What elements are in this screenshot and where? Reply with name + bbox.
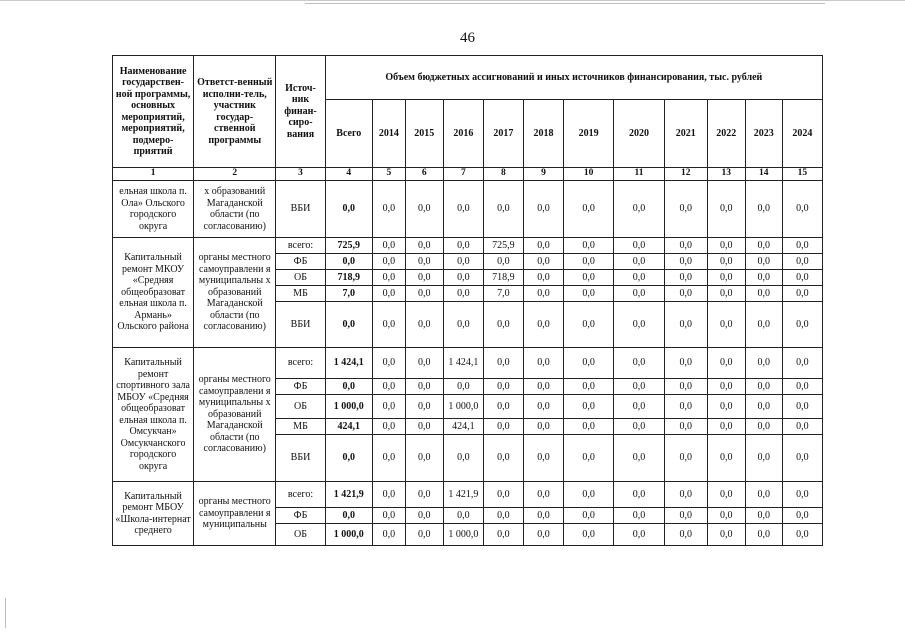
total-cell: 424,1 (325, 419, 372, 435)
year-value-cell: 0,0 (523, 482, 563, 508)
year-value-cell: 0,0 (664, 524, 707, 546)
year-value-cell: 0,0 (707, 482, 745, 508)
year-value-cell: 0,0 (405, 270, 443, 286)
year-value-cell: 0,0 (372, 379, 405, 395)
column-number: 4 (325, 168, 372, 181)
source-cell: МБ (276, 286, 325, 302)
year-value-cell: 0,0 (707, 254, 745, 270)
page-number-wrap (0, 30, 905, 47)
year-value-cell: 0,0 (614, 482, 664, 508)
table-row (113, 348, 823, 379)
source-cell: ВБИ (276, 302, 325, 348)
year-value-cell: 0,0 (563, 254, 613, 270)
year-value-cell: 0,0 (563, 435, 613, 482)
year-value-cell: 0,0 (782, 270, 822, 286)
year-value-cell: 0,0 (405, 435, 443, 482)
year-value-cell: 0,0 (614, 395, 664, 419)
year-value-cell: 0,0 (372, 238, 405, 254)
year-value-cell: 0,0 (745, 482, 782, 508)
source-cell: ФБ (276, 508, 325, 524)
header-source: Источ-ник финан-сиро-вания (276, 56, 325, 168)
year-value-cell: 0,0 (523, 435, 563, 482)
year-value-cell: 0,0 (707, 508, 745, 524)
year-value-cell: 0,0 (707, 419, 745, 435)
total-cell: 718,9 (325, 270, 372, 286)
year-value-cell: 0,0 (372, 270, 405, 286)
year-value-cell: 0,0 (614, 348, 664, 379)
responsible-cell: х образований Магаданской области (по согласованию) (194, 181, 276, 238)
year-value-cell: 0,0 (523, 419, 563, 435)
year-value-cell: 0,0 (782, 181, 822, 238)
column-number: 3 (276, 168, 325, 181)
year-value-cell: 0,0 (405, 379, 443, 395)
header-year: 2021 (664, 100, 707, 168)
header-year: 2016 (443, 100, 483, 168)
year-value-cell: 0,0 (707, 286, 745, 302)
year-value-cell: 0,0 (372, 419, 405, 435)
year-value-cell: 0,0 (614, 286, 664, 302)
margin-mark (5, 598, 6, 628)
year-value-cell: 0,0 (372, 302, 405, 348)
header-year: 2019 (563, 100, 613, 168)
year-value-cell: 0,0 (405, 419, 443, 435)
responsible-cell: органы местного самоуправлени я муниципальны х образований Магаданской области (по согласованию) (194, 348, 276, 482)
year-value-cell: 0,0 (483, 419, 523, 435)
total-cell: 0,0 (325, 302, 372, 348)
year-value-cell: 0,0 (523, 348, 563, 379)
total-cell: 1 424,1 (325, 348, 372, 379)
table-row (113, 181, 823, 238)
year-value-cell: 0,0 (614, 419, 664, 435)
total-cell: 1 421,9 (325, 482, 372, 508)
year-value-cell: 0,0 (664, 270, 707, 286)
year-value-cell: 0,0 (664, 419, 707, 435)
total-cell: 0,0 (325, 254, 372, 270)
year-value-cell: 0,0 (443, 435, 483, 482)
header-year: 2015 (405, 100, 443, 168)
year-value-cell: 0,0 (443, 254, 483, 270)
year-value-cell: 0,0 (782, 238, 822, 254)
budget-table (112, 55, 823, 546)
year-value-cell: 0,0 (614, 254, 664, 270)
year-value-cell: 0,0 (563, 379, 613, 395)
year-value-cell: 0,0 (523, 286, 563, 302)
column-number: 7 (443, 168, 483, 181)
year-value-cell: 0,0 (563, 419, 613, 435)
year-value-cell: 0,0 (614, 379, 664, 395)
year-value-cell: 0,0 (782, 286, 822, 302)
year-value-cell: 0,0 (664, 348, 707, 379)
year-value-cell: 0,0 (372, 482, 405, 508)
year-value-cell: 0,0 (483, 302, 523, 348)
year-value-cell: 0,0 (745, 419, 782, 435)
year-value-cell: 0,0 (405, 395, 443, 419)
year-value-cell: 0,0 (782, 524, 822, 546)
year-value-cell: 0,0 (523, 508, 563, 524)
year-value-cell: 0,0 (745, 238, 782, 254)
source-cell: ВБИ (276, 435, 325, 482)
total-cell: 725,9 (325, 238, 372, 254)
header-volume: Объем бюджетных ассигнований и иных источников финансирования, тыс. рублей (325, 56, 822, 100)
year-value-cell: 0,0 (563, 270, 613, 286)
column-number: 15 (782, 168, 822, 181)
total-cell: 1 000,0 (325, 524, 372, 546)
source-cell: всего: (276, 348, 325, 379)
year-value-cell: 0,0 (523, 395, 563, 419)
source-cell: МБ (276, 419, 325, 435)
year-value-cell: 0,0 (483, 508, 523, 524)
header-year: 2022 (707, 100, 745, 168)
program-name-cell: ельная школа п. Ола» Ольского городского округа (113, 181, 194, 238)
total-cell: 1 000,0 (325, 395, 372, 419)
year-value-cell: 0,0 (745, 379, 782, 395)
table-row (113, 238, 823, 254)
year-value-cell: 0,0 (707, 348, 745, 379)
top-rule (0, 0, 905, 1)
year-value-cell: 0,0 (405, 254, 443, 270)
year-value-cell: 0,0 (563, 181, 613, 238)
year-value-cell: 0,0 (664, 238, 707, 254)
year-value-cell: 0,0 (372, 181, 405, 238)
year-value-cell: 0,0 (523, 254, 563, 270)
header-year: 2020 (614, 100, 664, 168)
year-value-cell: 0,0 (443, 181, 483, 238)
year-value-cell: 0,0 (707, 435, 745, 482)
year-value-cell: 0,0 (664, 302, 707, 348)
year-value-cell: 0,0 (782, 508, 822, 524)
header-year: 2023 (745, 100, 782, 168)
year-value-cell: 0,0 (707, 181, 745, 238)
year-value-cell: 0,0 (614, 508, 664, 524)
year-value-cell: 0,0 (707, 270, 745, 286)
year-value-cell: 0,0 (372, 254, 405, 270)
total-cell: 0,0 (325, 435, 372, 482)
header-responsible: Ответст-венный исполни-тель, участник государ-ственной программы (194, 56, 276, 168)
year-value-cell: 0,0 (443, 302, 483, 348)
year-value-cell: 0,0 (405, 348, 443, 379)
year-value-cell: 0,0 (563, 348, 613, 379)
year-value-cell: 0,0 (443, 508, 483, 524)
year-value-cell: 0,0 (614, 524, 664, 546)
year-value-cell: 0,0 (372, 435, 405, 482)
year-value-cell: 1 000,0 (443, 524, 483, 546)
year-value-cell: 0,0 (443, 238, 483, 254)
year-value-cell: 0,0 (745, 286, 782, 302)
table-row (113, 482, 823, 508)
year-value-cell: 0,0 (782, 379, 822, 395)
year-value-cell: 0,0 (614, 181, 664, 238)
year-value-cell: 424,1 (443, 419, 483, 435)
year-value-cell: 0,0 (563, 508, 613, 524)
year-value-cell: 1 424,1 (443, 348, 483, 379)
year-value-cell: 0,0 (664, 286, 707, 302)
table-body (113, 168, 823, 546)
year-value-cell: 0,0 (405, 302, 443, 348)
year-value-cell: 0,0 (483, 254, 523, 270)
total-cell: 0,0 (325, 508, 372, 524)
page-number: 46 (460, 30, 475, 46)
column-number: 5 (372, 168, 405, 181)
year-value-cell: 0,0 (443, 379, 483, 395)
year-value-cell: 0,0 (664, 395, 707, 419)
top-rule-secondary (305, 3, 825, 4)
year-value-cell: 0,0 (483, 379, 523, 395)
responsible-cell: органы местного самоуправлени я муниципальны х образований Магаданской области (по согласованию) (194, 238, 276, 348)
source-cell: ОБ (276, 524, 325, 546)
responsible-cell: органы местного самоуправлени я муниципальны (194, 482, 276, 546)
year-value-cell: 0,0 (372, 524, 405, 546)
column-number: 6 (405, 168, 443, 181)
year-value-cell: 1 000,0 (443, 395, 483, 419)
year-value-cell: 0,0 (664, 254, 707, 270)
year-value-cell: 0,0 (707, 379, 745, 395)
year-value-cell: 0,0 (523, 238, 563, 254)
year-value-cell: 0,0 (523, 302, 563, 348)
column-number-row (113, 168, 823, 181)
column-number: 12 (664, 168, 707, 181)
year-value-cell: 0,0 (483, 181, 523, 238)
year-value-cell: 0,0 (483, 524, 523, 546)
year-value-cell: 0,0 (405, 238, 443, 254)
header-row-1 (113, 56, 823, 100)
year-value-cell: 0,0 (614, 302, 664, 348)
source-cell: всего: (276, 482, 325, 508)
year-value-cell: 0,0 (664, 482, 707, 508)
year-value-cell: 0,0 (707, 524, 745, 546)
year-value-cell: 0,0 (405, 508, 443, 524)
total-cell: 7,0 (325, 286, 372, 302)
year-value-cell: 725,9 (483, 238, 523, 254)
column-number: 11 (614, 168, 664, 181)
year-value-cell: 0,0 (707, 395, 745, 419)
year-value-cell: 0,0 (405, 524, 443, 546)
year-value-cell: 0,0 (745, 254, 782, 270)
year-value-cell: 0,0 (523, 270, 563, 286)
year-value-cell: 0,0 (664, 181, 707, 238)
year-value-cell: 0,0 (483, 435, 523, 482)
program-name-cell: Капитальный ремонт МКОУ «Средняя общеобразоват ельная школа п. Армань» Ольского района (113, 238, 194, 348)
year-value-cell: 0,0 (782, 254, 822, 270)
year-value-cell: 7,0 (483, 286, 523, 302)
program-name-cell: Капитальный ремонт спортивного зала МБОУ «Средняя общеобразоват ельная школа п. Омсукчан» Омсукчанского городского округа (113, 348, 194, 482)
year-value-cell: 0,0 (563, 286, 613, 302)
year-value-cell: 0,0 (405, 286, 443, 302)
column-number: 13 (707, 168, 745, 181)
year-value-cell: 0,0 (614, 238, 664, 254)
year-value-cell: 0,0 (563, 302, 613, 348)
year-value-cell: 0,0 (483, 395, 523, 419)
header-year: 2014 (372, 100, 405, 168)
total-cell: 0,0 (325, 181, 372, 238)
year-value-cell: 0,0 (782, 435, 822, 482)
program-name-cell: Капитальный ремонт МБОУ «Школа-интернат среднего (113, 482, 194, 546)
year-value-cell: 0,0 (563, 238, 613, 254)
year-value-cell: 0,0 (664, 508, 707, 524)
year-value-cell: 0,0 (745, 181, 782, 238)
year-value-cell: 0,0 (782, 395, 822, 419)
total-cell: 0,0 (325, 379, 372, 395)
year-value-cell: 0,0 (745, 435, 782, 482)
year-value-cell: 0,0 (745, 508, 782, 524)
year-value-cell: 0,0 (707, 302, 745, 348)
header-year: 2024 (782, 100, 822, 168)
year-value-cell: 0,0 (483, 348, 523, 379)
year-value-cell: 1 421,9 (443, 482, 483, 508)
column-number: 1 (113, 168, 194, 181)
year-value-cell: 718,9 (483, 270, 523, 286)
year-value-cell: 0,0 (664, 379, 707, 395)
year-value-cell: 0,0 (523, 181, 563, 238)
year-value-cell: 0,0 (372, 286, 405, 302)
header-name: Наименование государствен-ной программы, основных мероприятий, мероприятий, подмеро-приятий (113, 56, 194, 168)
year-value-cell: 0,0 (782, 482, 822, 508)
year-value-cell: 0,0 (745, 270, 782, 286)
header-year: 2017 (483, 100, 523, 168)
source-cell: всего: (276, 238, 325, 254)
source-cell: ФБ (276, 379, 325, 395)
year-value-cell: 0,0 (443, 286, 483, 302)
year-value-cell: 0,0 (782, 348, 822, 379)
year-value-cell: 0,0 (405, 482, 443, 508)
year-value-cell: 0,0 (372, 508, 405, 524)
year-value-cell: 0,0 (745, 302, 782, 348)
year-value-cell: 0,0 (745, 395, 782, 419)
year-value-cell: 0,0 (405, 181, 443, 238)
year-value-cell: 0,0 (483, 482, 523, 508)
header-total: Всего (325, 100, 372, 168)
year-value-cell: 0,0 (443, 270, 483, 286)
year-value-cell: 0,0 (523, 379, 563, 395)
year-value-cell: 0,0 (614, 435, 664, 482)
year-value-cell: 0,0 (372, 348, 405, 379)
year-value-cell: 0,0 (523, 524, 563, 546)
column-number: 8 (483, 168, 523, 181)
source-cell: ФБ (276, 254, 325, 270)
year-value-cell: 0,0 (372, 395, 405, 419)
source-cell: ОБ (276, 395, 325, 419)
year-value-cell: 0,0 (614, 270, 664, 286)
source-cell: ВБИ (276, 181, 325, 238)
year-value-cell: 0,0 (563, 395, 613, 419)
year-value-cell: 0,0 (782, 419, 822, 435)
year-value-cell: 0,0 (563, 482, 613, 508)
year-value-cell: 0,0 (745, 524, 782, 546)
source-cell: ОБ (276, 270, 325, 286)
column-number: 14 (745, 168, 782, 181)
header-year: 2018 (523, 100, 563, 168)
year-value-cell: 0,0 (707, 238, 745, 254)
column-number: 2 (194, 168, 276, 181)
column-number: 10 (563, 168, 613, 181)
year-value-cell: 0,0 (745, 348, 782, 379)
year-value-cell: 0,0 (563, 524, 613, 546)
year-value-cell: 0,0 (664, 435, 707, 482)
column-number: 9 (523, 168, 563, 181)
year-value-cell: 0,0 (782, 302, 822, 348)
